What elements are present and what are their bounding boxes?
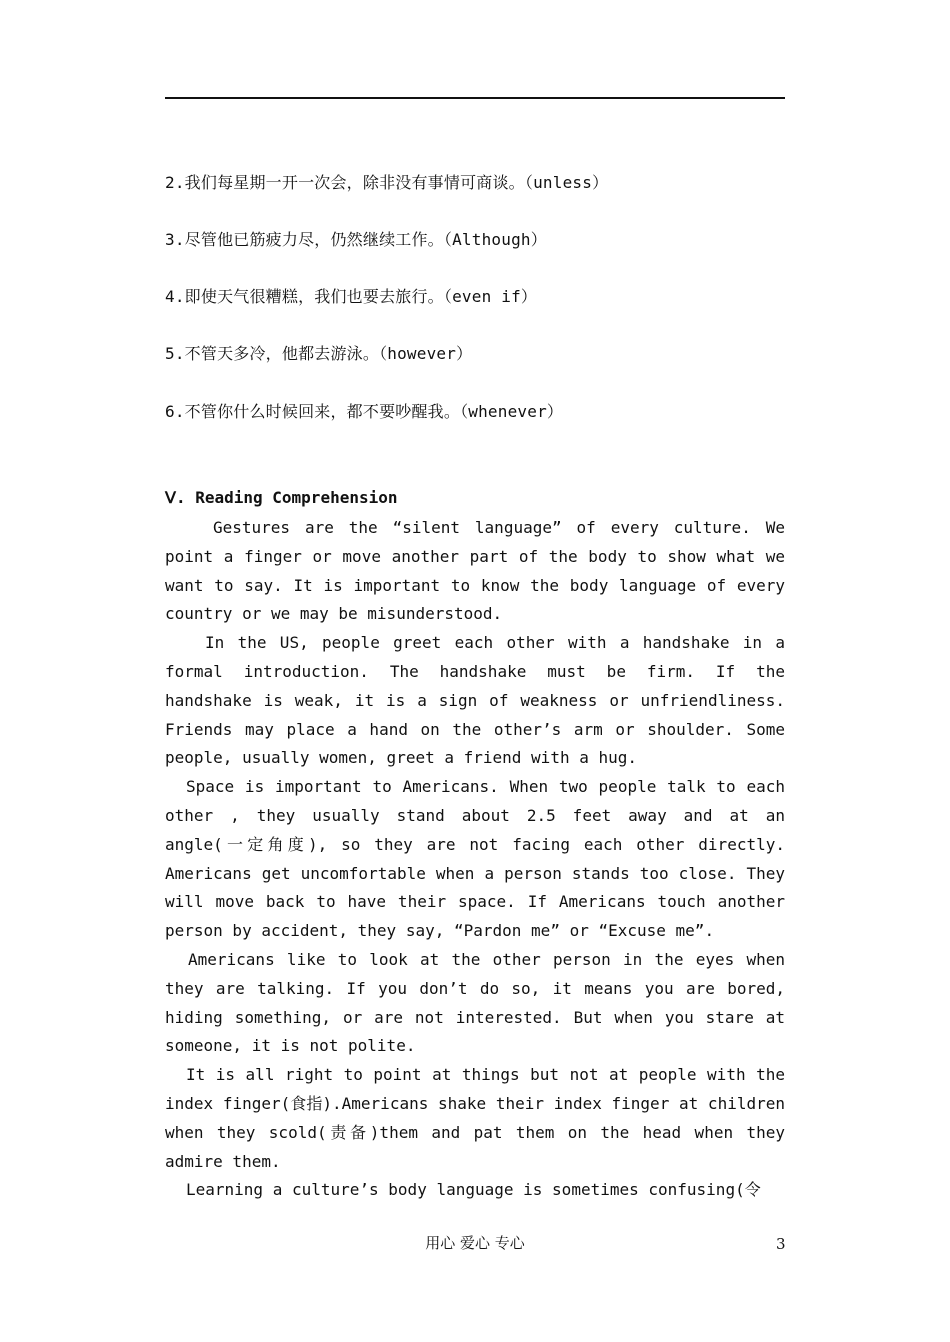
exercise-item-4: 4.即使天气很糟糕，我们也要去旅行。（even if） [165,287,538,306]
passage-paragraph-1: Gestures are the “silent language” of every culture. We point a finger or move another part of the body to show what we want to say. It is important to know the body language of every country or we may be misunderstood. [165,518,785,624]
header-rule [165,97,785,99]
section-heading: Ⅴ. Reading Comprehension [165,488,398,507]
passage-paragraph-6: Learning a culture’s body language is sometimes confusing(令 [186,1180,761,1200]
exercise-item-2: 2.我们每星期一开一次会，除非没有事情可商谈。（unless） [165,173,609,192]
footer-motto: 用心 爱心 专心 [425,1234,525,1252]
page-number: 3 [776,1235,786,1253]
exercise-item-3: 3.尽管他已筋疲力尽，仍然继续工作。（Although） [165,230,547,249]
exercise-item-5: 5.不管天多冷，他都去游泳。（however） [165,344,473,363]
passage-paragraph-3: Space is important to Americans. When two people talk to each other , they usually stand about 2.5 feet away and at an angle(一定角度), so they are not facing each other directly. Americans get uncomfortable when a person stands too close. They will move back to have their space. If Americans touch another person by accident, they say, “Pardon me” or “Excuse me”. [165,777,785,941]
passage-paragraph-2: In the US, people greet each other with a handshake in a formal introduction. The handshake must be firm. If the handshake is weak, it is a sign of weakness or unfriendliness. Friends may place a hand on the other’s arm or shoulder. Some people, usually women, greet a friend with a hug. [165,633,785,768]
exercise-item-6: 6.不管你什么时候回来，都不要吵醒我。（whenever） [165,402,564,421]
passage-paragraph-4: Americans like to look at the other person in the eyes when they are talking. If you don’t do so, it means you are bored, hiding something, or are not interested. But when you stare at someone, it is not polite. [165,949,785,1056]
passage-paragraph-5: It is all right to point at things but not at people with the index finger(食指).Americans shake their index finger at children when they scold(责备)them and pat them on the head when they admire them. [165,1065,785,1171]
reading-passage [165,514,785,1205]
